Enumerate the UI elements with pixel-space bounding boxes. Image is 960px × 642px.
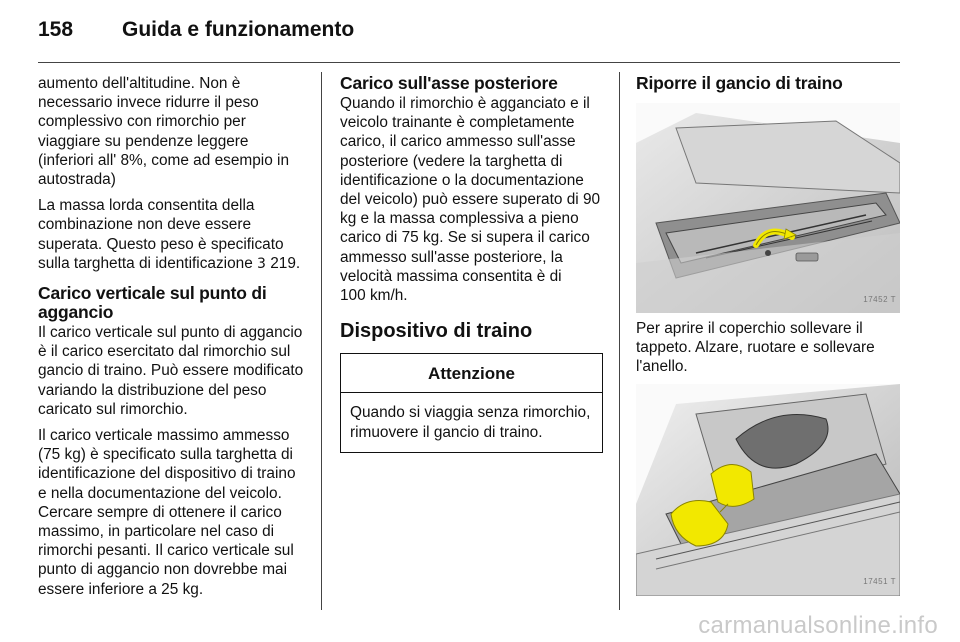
- paragraph-text: Quando il rimorchio è agganciato e il veicolo trainante è completamente carico, il carico ammesso sull'asse posteriore (vedere la targhetta di identificazione o la documentazione del veicolo) può essere superato di 90 kg e la massa complessiva a pieno carico di 75 kg. Se si supera il carico ammesso sull'asse posteriore, la velocità massima consentita è di: [340, 95, 601, 285]
- chapter-heading: Dispositivo di traino: [340, 320, 533, 343]
- column-divider: [619, 72, 620, 610]
- figure-trunk-floor: [636, 103, 900, 313]
- watermark: carmanualsonline.info: [698, 612, 938, 639]
- figure-code: 17451 T: [863, 577, 896, 587]
- paragraph-text: La massa lorda consentita della combinazione non deve essere superata. Questo peso è specificato sulla targhetta di identificazione: [38, 197, 284, 272]
- figure-tow-hook-storage: [636, 384, 900, 596]
- section-heading: Riporre il gancio di traino: [636, 73, 843, 93]
- tow-hook-storage-illustration: [636, 384, 900, 596]
- header-divider: [38, 62, 900, 63]
- paragraph: Il carico verticale sul punto di aggancio è il carico esercitato dal rimorchio sul gancio di traino. Può essere modificato variando la distribuzione del peso caricato sul rimorchio.: [38, 324, 304, 418]
- speed-value: 100 km/h.: [340, 287, 408, 305]
- caption: Per aprire il coperchio sollevare il tappeto. Alzare, ruotare e sollevare l'anello.: [636, 320, 875, 376]
- paragraph: [340, 94, 604, 305]
- column-3: [636, 74, 902, 602]
- page-reference-arrow-icon: 3: [257, 255, 266, 272]
- page-number: 158: [38, 18, 74, 41]
- column-1: [38, 74, 306, 606]
- paragraph: Il carico verticale massimo ammesso (75 kg) è specificato sulla targhetta di identificazione del dispositivo di traino e nella documentazione del veicolo. Cercare sempre di ottenere il carico massimo, in particolare nel caso di rimorchi pesanti. Il carico verticale sul punto di aggancio non dovrebbe mai essere inferiore a 25 kg.: [38, 427, 296, 598]
- column-2: [340, 74, 604, 453]
- column-divider: [321, 72, 322, 610]
- section-heading: Carico verticale sul punto di aggancio: [38, 283, 267, 323]
- attention-body: Quando si viaggia senza rimorchio, rimuovere il gancio di traino.: [350, 404, 591, 441]
- paragraph: [38, 196, 306, 274]
- paragraph: aumento dell'altitudine. Non è necessario invece ridurre il peso complessivo con rimorchio per viaggiare su pendenze leggere (inferiori all' 8%, come ad esempio in autostrada): [38, 75, 290, 189]
- trunk-floor-illustration: [636, 103, 900, 313]
- attention-title: Attenzione: [341, 354, 602, 393]
- figure-code: 17452 T: [863, 294, 896, 304]
- section-heading: Carico sull'asse posteriore: [340, 73, 558, 93]
- page-reference-link[interactable]: 219.: [270, 254, 301, 272]
- page-title: Guida e funzionamento: [122, 18, 355, 41]
- attention-box: [340, 353, 603, 453]
